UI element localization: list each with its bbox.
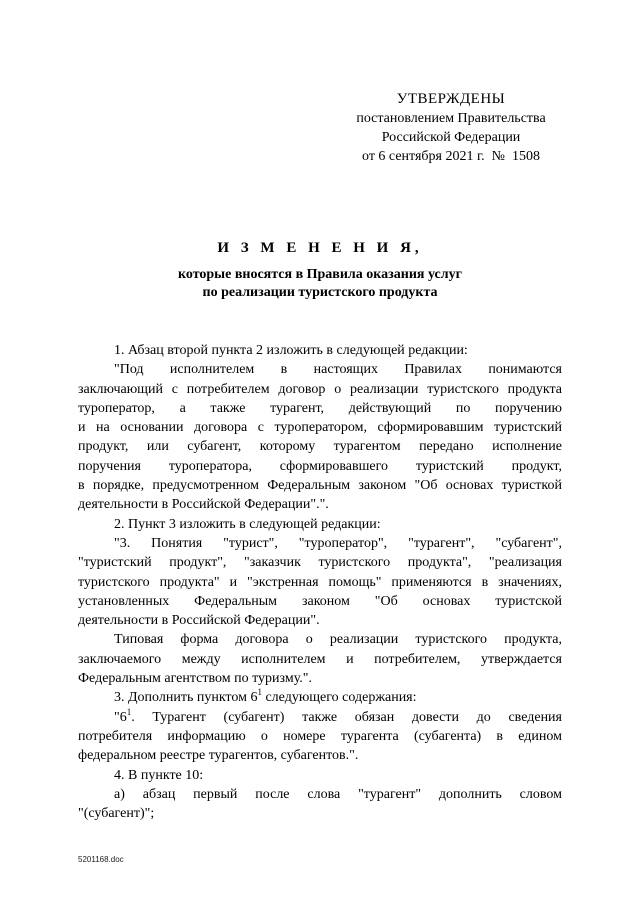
approval-date-number: от 6 сентября 2021 г. № 1508 (362, 149, 540, 164)
superscript: 1 (126, 707, 132, 717)
approval-block (346, 90, 556, 166)
paragraph-line: в порядке, предусмотренном Федеральным законом "Об основах туристкой (78, 478, 562, 494)
paragraph-line: деятельности в Российской Федерации". (78, 613, 320, 629)
paragraph-line: туристского продукта" и "экстренная помощь" применяются в значениях, (78, 574, 562, 590)
paragraph-line: деятельности в Российской Федерации".". (78, 497, 329, 513)
paragraph-line: потребителя информацию о номере турагента (субагента) в едином (78, 728, 562, 744)
line-text: следующего содержания: (261, 690, 417, 706)
subtitle-line: которые вносятся в Правила оказания услуг (178, 267, 462, 282)
paragraph-line: Федеральным агентством по туризму.". (78, 671, 313, 687)
subtitle-line: по реализации туристского продукта (202, 285, 438, 300)
approval-line: Российской Федерации (381, 130, 521, 145)
paragraph-line: и на основании договора с туроператором, сформировавшим туристский (78, 420, 562, 436)
paragraph-line: "туристский продукт", "заказчик туристского продукта", "реализация (78, 555, 562, 571)
paragraph-line: 2. Пункт 3 изложить в следующей редакции: (114, 516, 381, 532)
document-title: И З М Е Н Е Н И Я, (217, 240, 423, 256)
paragraph-line: 4. В пункте 10: (114, 767, 204, 783)
paragraph-line: продукт, или субагент, которому турагентом передано исполнение (78, 439, 562, 455)
line-text: . Турагент (субагент) также обязан довести до сведения (131, 709, 562, 725)
paragraph-line: заключаемого между исполнителем и потребителем, утверждается (78, 651, 562, 667)
paragraph-line: а) абзац первый после слова "турагент" дополнить словом (114, 786, 562, 802)
paragraph-line (78, 688, 562, 707)
line-text: 3. Дополнить пунктом 6 (114, 690, 258, 706)
file-name-footer: 5201168.doc (78, 855, 124, 864)
paragraph-line: 1. Абзац второй пункта 2 изложить в следующей редакции: (114, 343, 468, 358)
approval-line: постановлением Правительства (356, 111, 546, 126)
line-text: "6 (114, 709, 127, 725)
paragraph-line (78, 708, 562, 727)
paragraph-line: установленных Федеральным законом "Об основах туристской (78, 593, 562, 609)
paragraph-line: "Под исполнителем в настоящих Правилах понимаются (114, 362, 562, 378)
paragraph-line: федеральном реестре турагентов, субагентов.". (78, 748, 359, 764)
paragraph-line: заключающий с потребителем договор о реализации туристского продукта (78, 381, 562, 397)
superscript: 1 (257, 688, 262, 698)
paragraph-line: Типовая форма договора о реализации туристского продукта, (114, 632, 562, 648)
paragraph-line: "(субагент)"; (78, 806, 155, 822)
approval-heading: УТВЕРЖДЕНЫ (396, 91, 506, 107)
document-body (78, 341, 562, 823)
document-subtitle (0, 266, 640, 302)
paragraph-line: поручения туроператора, сформировавшего туристский продукт, (78, 458, 562, 474)
paragraph-line: туроператор, а также турагент, действующий по поручению (78, 400, 562, 416)
paragraph-line: "3. Понятия "турист", "туроператор", "турагент", "субагент", (114, 535, 562, 551)
